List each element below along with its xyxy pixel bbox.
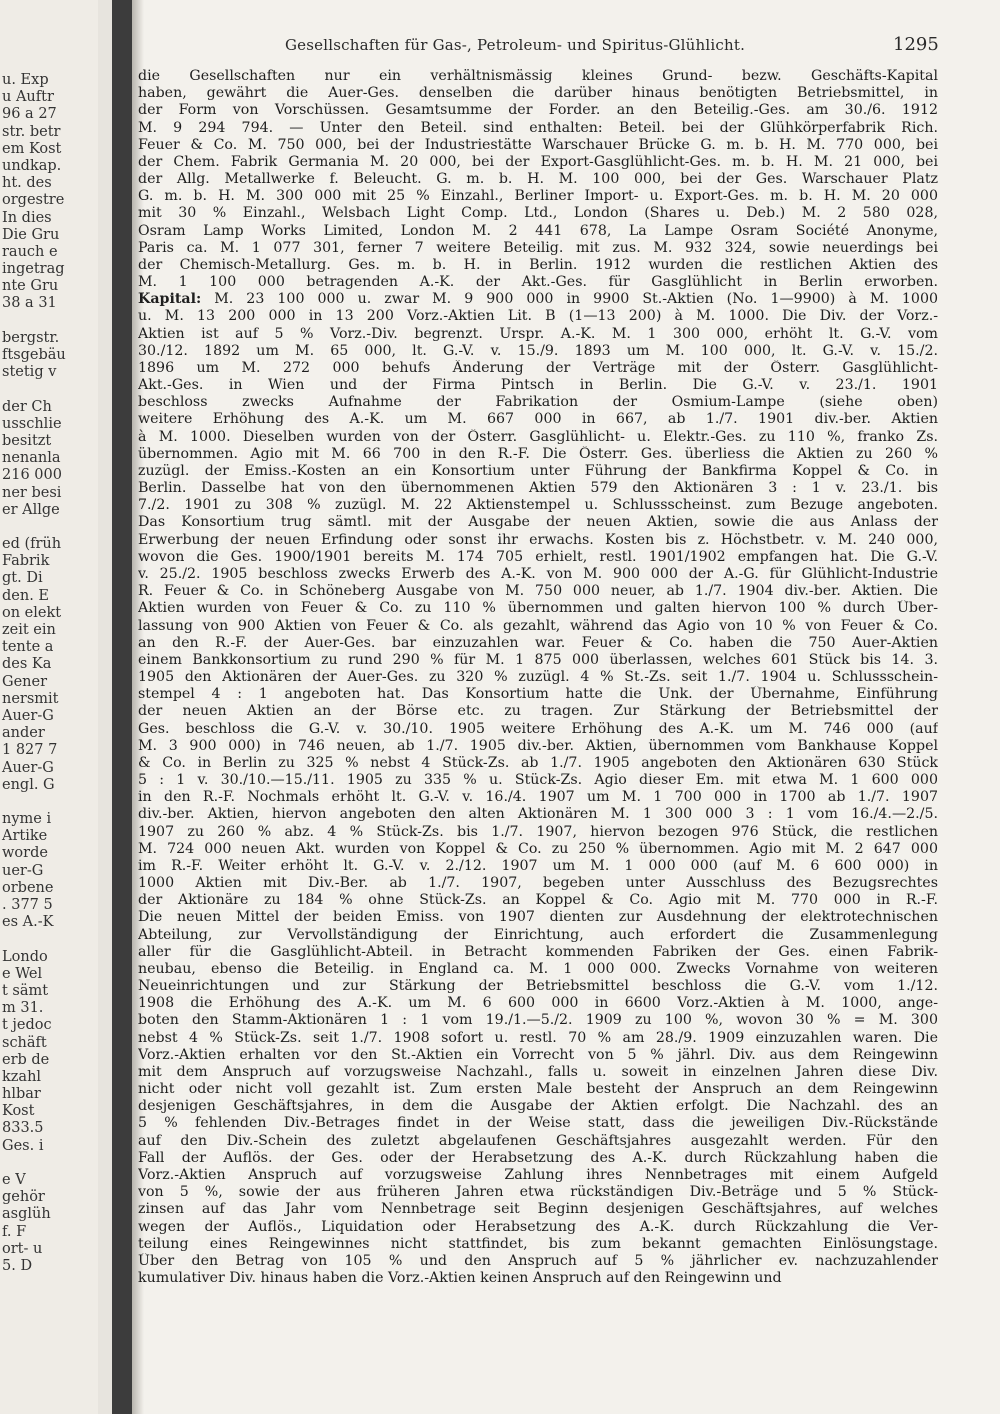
running-head: Gesellschaften für Gas-, Petroleum- und Spiritus-Glühlicht. [285,36,746,54]
text-line: M. 1 100 000 betragenden A.-K. der Akt.-Ges. für Gasglühlicht in Berlin erworben. [138,274,938,291]
left-fragment-line: tente a [2,639,54,656]
left-fragment-line: 5. D [2,1257,33,1274]
left-fragment-line: ht. des [2,175,52,192]
left-fragment-line: 96 a 27 [2,106,57,123]
text-line: M. 3 900 000) in 746 neuen, ab 1./7. 1905 div.-ber. Aktien, übernommen vom Bankhause Koppel [138,737,938,754]
text-line: Ges. beschloss die G.-V. v. 30./10. 1905 weitere Erhöhung des A.-K. um M. 746 000 (auf [138,720,938,737]
left-fragment-line: gehör [2,1189,45,1206]
left-fragment-line: engl. G [2,776,55,793]
text-line: Aktien wurden von Feuer & Co. zu 110 % übernommen und galten hiervon 100 % durch Über- [138,600,938,617]
left-fragment-line [2,519,98,536]
text-line: in den R.-F. Nochmals erhöht lt. G.-V. v. 16./4. 1907 um M. 1 700 000 in 1700 ab 1./7. 1907 [138,789,938,806]
left-fragment-line: undkap. [2,157,62,174]
text-line: & Co. in Berlin zu 325 % nebst 4 Stück-Zs. ab 1./7. 1905 angeboten den Aktionären 630 Stück [138,754,938,771]
left-fragment-line: ingetrag [2,261,65,278]
left-fragment-line: Die Gru [2,226,60,243]
text-line: v. 25./2. 1905 beschloss zwecks Erwerb des A.-K. von M. 900 000 der A.-G. für Glühlicht-Industrie [138,565,938,582]
left-fragment-line: on elekt [2,604,62,621]
left-fragment-line: t jedoc [2,1017,52,1034]
left-fragment-line: nenanla [2,450,61,467]
text-line: an den R.-F. der Auer-Ges. bar einzuzahlen war. Feuer & Co. haben die 750 Auer-Aktien [138,634,938,651]
left-fragment-line: Auer-G [2,707,54,724]
left-fragment-line: 216 000 [2,467,62,484]
text-line: nebst 4 % Stück-Zs. seit 1./7. 1908 sofort u. restl. 70 % am 28./9. 1909 einzuzahlen waren. Die [138,1029,938,1046]
left-fragment-line: uer-G [2,862,44,879]
left-fragment-line: ftsgebäu [2,347,66,363]
left-fragment-line: In dies [2,209,52,226]
left-fragment-line: er Allge [2,501,60,518]
text-line: 1896 um M. 272 000 behufs Änderung der Verträge mit der Österr. Gasglühlicht- [138,359,938,376]
text-line: kumulativer Div. hinaus haben die Vorz.-Aktien keinen Anspruch auf den Reingewinn und [138,1270,782,1287]
text-line: zuzügl. der Emiss.-Kosten an ein Konsortium unter Führung der Bankfirma Koppel & Co. in [138,462,938,479]
text-line: der Chemisch-Metallurg. Ges. m. b. H. in Berlin. 1912 wurden die restlichen Aktien des [138,256,938,273]
left-fragment-line: nte Gru [2,278,59,295]
left-fragment-line: rauch e [2,243,58,260]
text-line: Vorz.-Aktien erhalten vor den St.-Aktien ein Vorrecht von 5 % jährl. Div. aus dem Reingewinn [138,1046,938,1063]
text-line: aller für die Gasglühlicht-Abteil. in Betracht kommenden Fabriken der Ges. einen Fabrik- [138,943,938,960]
left-fragment-line [2,931,98,948]
left-fragment-line: u Auftr [2,89,54,106]
left-fragment-line [2,313,98,330]
left-fragment-line: 38 a 31 [2,295,57,312]
text-line: Über den Betrag von 105 % und den Anspruch auf 5 % jährlicher ev. nachzuzahlender [138,1252,938,1269]
left-fragment-line: . 377 5 [2,897,53,913]
text-line: der Chem. Fabrik Germania M. 20 000, bei der Export-Gasglühlicht-Ges. m. b. H. M. 21 000, bei [138,153,938,170]
left-fragment-line: bergstr. [2,329,60,346]
left-fragment-line: 1 827 7 [2,742,58,759]
left-fragment-line: str. betr [2,123,61,140]
left-fragment-line: m 31. [2,1000,44,1017]
text-line: M. 724 000 neuen Akt. wurden von Koppel & Co. zu 250 % übernommen. Agio mit M. 2 647 000 [138,840,938,857]
text-line: der Aktionäre zu 184 % ohne Stück-Zs. an Koppel & Co. Agio mit M. 770 000 in R.-F. [138,892,938,909]
text-line: 1908 die Erhöhung des A.-K. um M. 6 600 000 in 6600 Vorz.-Aktien à M. 1000, ange- [138,995,938,1012]
left-fragment-line: kzahl [2,1068,42,1085]
left-fragment-line: em Kost [2,140,62,157]
left-fragment-line: besitzt [2,432,52,449]
text-line: Aktien ist auf 5 % Vorz.-Div. begrenzt. Urspr. A.-K. M. 1 300 000, erhöht lt. G.-V. vom [138,325,938,342]
text-line: 5 : 1 v. 30./10.—15./11. 1905 zu 335 % u. Stück-Zs. Agio dieser Em. mit etwa M. 1 600 000 [138,772,938,789]
body-text [138,68,938,1287]
text-line: teilung eines Reingewinnes nicht stattfindet, bis zum bekannt gemachten Einlösungstage. [138,1235,938,1252]
text-line: mit dem Anspruch auf vorzugsweise Nachzahl., falls u. soweit in einzelnen Jahren diese Div. [138,1063,938,1080]
text-line: Die neuen Mittel der beiden Emiss. von 1907 dienten zur Ausdehnung der elektrotechnischen [138,909,938,926]
left-fragment-line: nersmit [2,690,59,707]
text-line: mit 30 % Einzahl., Welsbach Light Comp. Ltd., London (Shares u. Deb.) M. 2 580 028, [138,205,938,222]
text-line: Berlin. Dasselbe hat von den übernommenen Aktien 579 den Aktionären 3 : 1 v. 23./1. bis [138,480,938,497]
text-line: M. 9 294 794. — Unter den Beteil. sind enthalten: Beteil. bei der Glühkörperfabrik Rich. [138,119,938,136]
left-fragment-line: orbene [2,879,54,896]
left-page-margin [0,0,98,1414]
left-fragment-line: des Ka [2,656,52,673]
text-line: G. m. b. H. M. 300 000 mit 25 % Einzahl., Berliner Import- u. Export-Ges. m. b. H. M. 20 000 [138,188,938,205]
left-fragment-line: Fabrik [2,553,50,570]
left-fragment-line: ort- u [2,1240,43,1257]
left-fragment-line: usschlie [2,415,62,432]
text-line: boten den Stamm-Aktionären 1 : 1 vom 19./1.—5./2. 1909 zu 100 %, wovon 30 % = M. 300 [138,1012,938,1029]
text-line: Akt.-Ges. in Wien und der Firma Pintsch in Berlin. Die G.-V. v. 23./1. 1901 [138,377,938,394]
text-line: 1000 Aktien mit Div.-Ber. ab 1./7. 1907, begeben unter Ausschluss des Bezugsrechtes [138,875,938,892]
left-fragment-line: zeit ein [2,622,56,638]
gutter-binding-shadow [112,0,132,1414]
left-fragment-line: ander [2,725,45,742]
text-line: haben, gewährt die Auer-Ges. denselben die darüber hinaus benötigten Betriebsmittel, in [138,85,938,102]
left-fragment-line: erb de [2,1051,50,1068]
left-fragment-line: f. F [2,1223,27,1240]
text-line: von 5 %, sowie der aus früheren Jahren etwa rückständigen Div.-Beträge und 5 % Stück- [138,1184,938,1201]
text-line: 1905 den Aktionären der Auer-Ges. zu 320 % zuzügl. 4 % St.-Zs. seit 1./7. 1904 u. Schlussschein- [138,669,938,686]
left-fragment-line: Kost [2,1103,35,1120]
left-fragment-line: Ges. i [2,1137,44,1154]
text-line: weitere Erhöhung des A.-K. um M. 667 000 in 667, ab 1./7. 1901 div.-ber. Aktien [138,411,938,428]
left-fragment-line: u. Exp [2,72,49,88]
left-fragment-line: e V [2,1172,26,1188]
left-fragment-line [2,381,98,398]
text-line: à M. 1000. Dieselben wurden von der Österr. Gasglühlicht- u. Elektr.-Ges. zu 110 %, franko Zs. [138,428,938,445]
left-fragment-line: Gener [2,673,48,690]
left-fragment-line: 833.5 [2,1120,44,1137]
left-fragment-line: ner besi [2,484,62,501]
text-line: 1907 zu 260 % abz. 4 % Stück-Zs. bis 1./7. 1907, hiervon bezogen 976 Stück, die restlichen [138,823,938,840]
text-line: der Allg. Metallwerke f. Beleucht. G. m. b. H. M. 100 000, bei der Ges. Warschauer Platz [138,171,938,188]
left-fragment-line: Londo [2,948,48,965]
left-fragment-line: e Wel [2,965,43,982]
left-fragment-line [2,794,98,811]
text-line: Abteilung, zur Vervollständigung der Einrichtung, auch erfordert die Zusammenlegung [138,926,938,943]
text-line: Das Konsortium trug sämtl. mit der Ausgabe der neuen Aktien, sowie die aus Anlass der [138,514,938,531]
left-fragment-line: hlbar [2,1086,41,1103]
text-line: wegen der Auflös., Liquidation oder Herabsetzung des A.-K. durch Rückzahlung die Ver- [138,1218,938,1235]
text-line: einem Bankkonsortium zu rund 290 % für M. 1 875 000 überlassen, welches 601 Stück bis 14. 3. [138,651,938,668]
section-label-kapital: Kapital: [138,291,202,308]
left-fragment-line: t sämt [2,982,49,999]
text-line: Neueinrichtungen und zur Stärkung der Betriebsmittel beschloss die G.-V. vom 1./12. [138,978,938,995]
text-line: Vorz.-Aktien Anspruch auf vorzugsweise Zahlung ihres Nennbetrages mit einem Aufgeld [138,1167,938,1183]
text-line: lassung von 900 Aktien von Feuer & Co. als gezahlt, während das Agio von 10 % von Feuer & Co. [138,617,938,634]
left-fragment-line: schäft [2,1034,47,1051]
text-line: u. M. 13 200 000 in 13 200 Vorz.-Aktien Lit. B (1—13 200) à M. 1000. Die Div. der Vorz.- [138,308,938,325]
text-line: Paris ca. M. 1 077 301, ferner 7 weitere Beteilig. mit zus. M. 932 324, sowie neuerdings bei [138,239,938,256]
left-fragment-line: den. E [2,587,50,604]
text-line: die Gesellschaften nur ein verhältnismässig kleines Grund- bezw. Geschäfts-Kapital [138,68,938,84]
left-fragment-line: Auer-G [2,759,54,776]
text-line: Erwerbung der neuen Erfindung oder sonst ihr erwachs. Kosten bis z. Höchstbetr. v. M. 240 000, [138,531,938,548]
left-fragment-line: nyme i [2,811,52,828]
left-page-fragments [0,0,98,1275]
left-fragment-line: orgestre [2,192,65,209]
text-line: beschloss zwecks Aufnahme der Fabrikation der Osmium-Lampe (siehe oben) [138,394,938,411]
left-fragment-line: gt. Di [2,570,43,587]
left-fragment-line: worde [2,845,48,862]
left-fragment-line: der Ch [2,398,52,415]
text-line: Osram Lamp Works Limited, London M. 2 441 678, La Lampe Osram Société Anonyme, [138,222,938,239]
left-fragment-line [2,1155,98,1172]
text-line: R. Feuer & Co. in Schöneberg Ausgabe von M. 750 000 neuer, ab 1./7. 1904 div.-ber. Aktien. Die [138,583,938,600]
text-line: Kapital: M. 23 100 000 u. zwar M. 9 900 000 in 9900 St.-Aktien (No. 1—9900) à M. 1000 [138,291,938,308]
left-fragment-line: stetig v [2,364,57,381]
left-fragment-line: asglüh [2,1206,51,1223]
text-line: der neuen Aktien an der Börse etc. zu tragen. Zur Stärkung der Betriebsmittel der [138,703,938,720]
text-line: wovon die Ges. 1900/1901 bereits M. 174 705 erhielt, restl. 1901/1902 empfangen hat. Die G.-V. [138,548,938,565]
text-line: zinsen auf das Jahr vom Nennbetrage seit Beginn desjenigen Geschäftsjahres, auf welches [138,1201,938,1218]
left-fragment-line: Artike [2,828,48,845]
text-line: auf den Div.-Schein des zuletzt abgelaufenen Geschäftsjahres ausgezahlt werden. Für den [138,1132,938,1149]
left-fragment-line: ed (früh [2,536,62,553]
text-line: 7./2. 1901 zu 308 % zuzügl. M. 22 Aktienstempel u. Schlussscheinst. zum Bezuge angeboten. [138,497,938,514]
text-line: stempel 4 : 1 angeboten hat. Das Konsortium hatte die Unk. der Übernahme, Einführung [138,686,938,703]
left-fragment-line: es A.-K [2,914,54,931]
text-line: Fall der Auflös. der Ges. oder der Herabsetzung des A.-K. durch Rückzahlung haben die [138,1149,938,1166]
text-line: nicht oder nicht voll gezahlt ist. Zum ersten Male besteht der Anspruch an dem Reingewinn [138,1081,938,1098]
text-line: Feuer & Co. M. 750 000, bei der Industriestätte Warschauer Brücke G. m. b. H. M. 770 000, bei [138,136,938,153]
text-line: 5 % fehlenden Div.-Betrages findet in der Weise statt, dass die jeweiligen Div.-Rückstände [138,1115,938,1132]
page-number: 1295 [893,34,939,55]
text-line: 30./12. 1892 um M. 65 000, lt. G.-V. v. 15./9. 1893 um M. 100 000, lt. G.-V. v. 15./2. [138,342,938,359]
text-line: übernommen. Agio mit M. 66 700 in den R.-F. Die Österr. Ges. überliess die Aktien zu 260 % [138,445,938,462]
text-line: desjenigen Geschäftsjahres, in dem die Ausgabe der Aktien erfolgt. Die Nachzahl. des an [138,1098,938,1115]
text-line: neubau, ebenso die Beteilig. in England ca. M. 1 000 000. Zwecks Vornahme von weiteren [138,960,938,977]
text-line: im R.-F. Weiter erhöht lt. G.-V. v. 2./12. 1907 um M. 1 000 000 (auf M. 6 600 000) in [138,857,938,874]
text-line: der Form von Vorschüssen. Gesamtsumme der Forder. an den Beteilig.-Ges. am 30./6. 1912 [138,102,938,119]
text-line: div.-ber. Aktien, hiervon angeboten den alten Aktionären M. 1 300 000 3 : 1 vom 16./4.—2./5. [138,806,938,823]
